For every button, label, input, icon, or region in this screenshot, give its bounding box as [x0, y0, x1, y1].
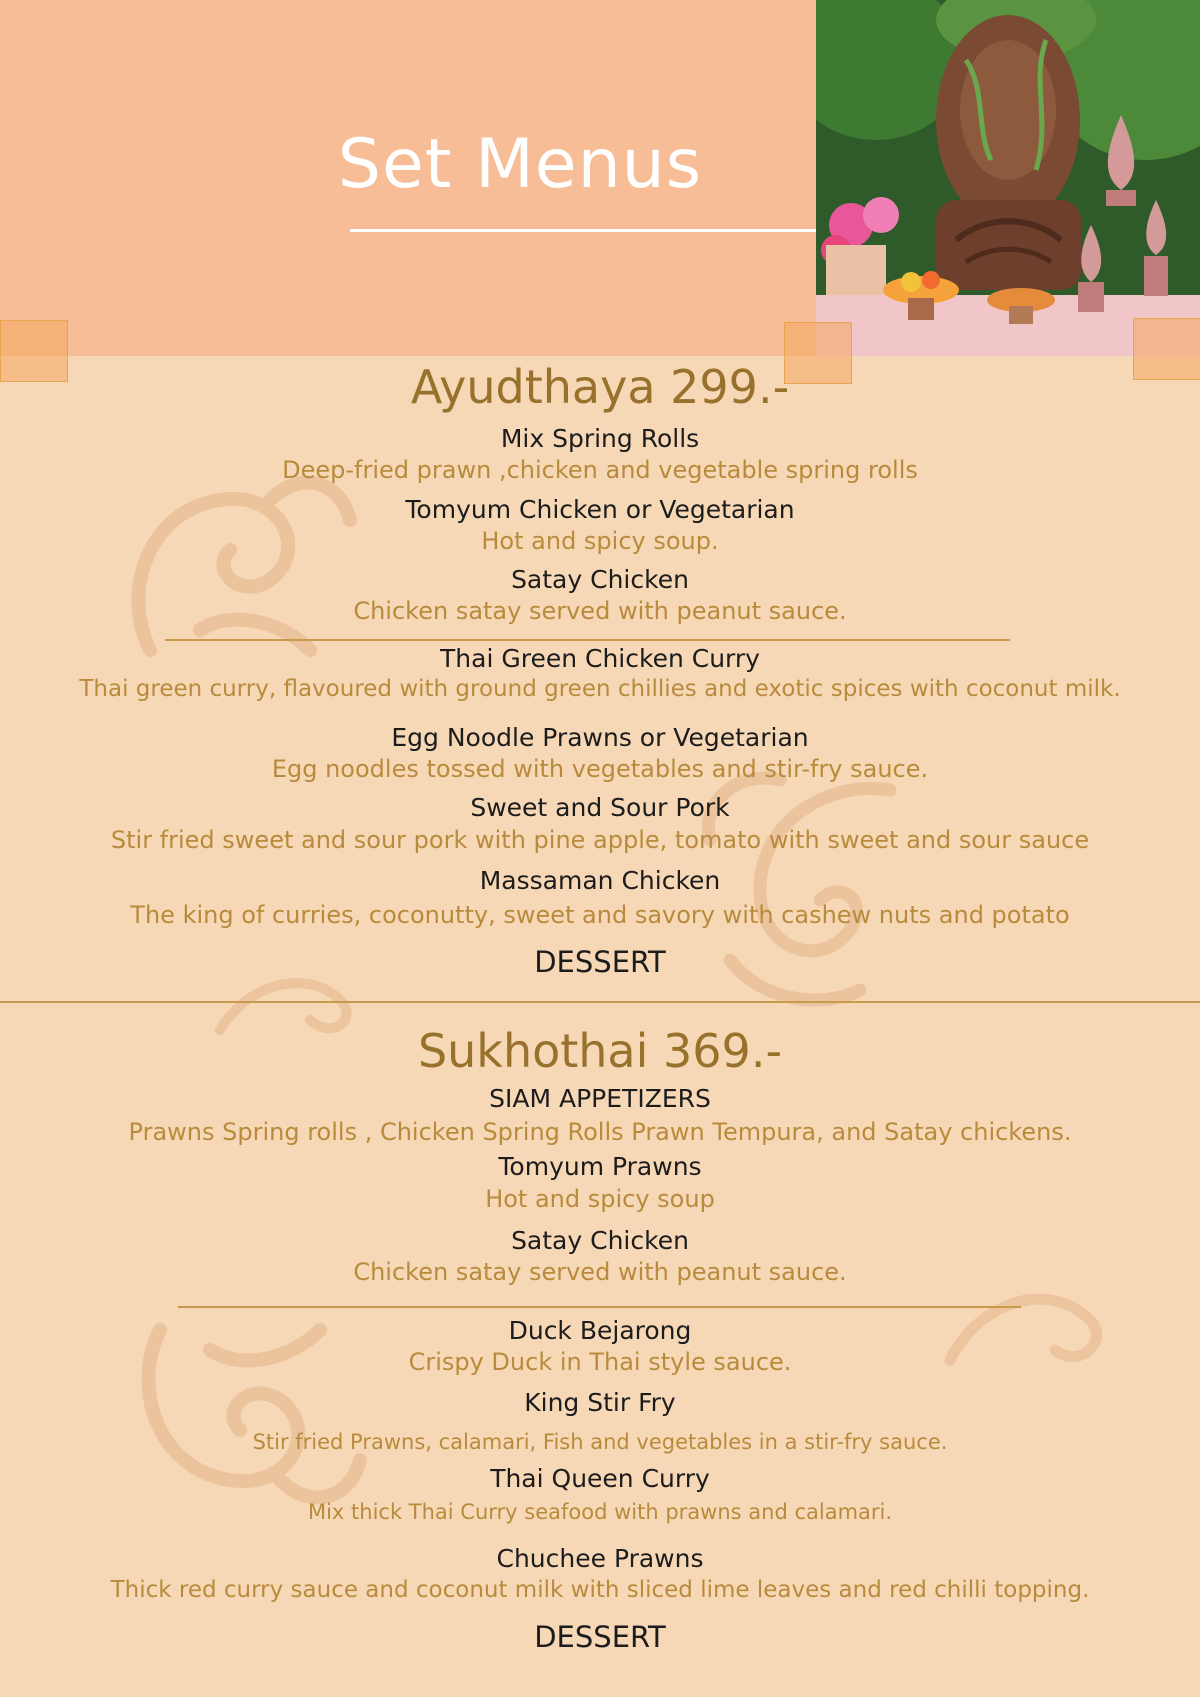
dish-name: Duck Bejarong [508, 1316, 692, 1345]
dish-name: Mix Spring Rolls [500, 424, 700, 453]
dish-description: Hot and spicy soup [485, 1185, 715, 1213]
dish-name: Sweet and Sour Pork [470, 793, 730, 822]
dish-name: Tomyum Chicken or Vegetarian [405, 495, 795, 524]
dish-description: Mix thick Thai Curry seafood with prawns and calamari. [307, 1500, 893, 1524]
set-menu-title: Ayudthaya 299.- [410, 360, 790, 414]
dish-description: Crispy Duck in Thai style sauce. [408, 1348, 792, 1376]
dish-description: Stir fried Prawns, calamari, Fish and vegetables in a stir-fry sauce. [252, 1430, 948, 1454]
dish-description: Egg noodles tossed with vegetables and stir-fry sauce. [271, 755, 929, 783]
dish-name: Thai Queen Curry [490, 1464, 710, 1493]
dish-description: Thick red curry sauce and coconut milk with sliced lime leaves and red chilli topping. [110, 1577, 1090, 1603]
dessert-label: DESSERT [534, 1620, 666, 1654]
header-underline [350, 229, 816, 232]
dish-name: SIAM APPETIZERS [489, 1084, 711, 1113]
dish-name: Satay Chicken [511, 1226, 689, 1255]
dish-description: The king of curries, coconutty, sweet and savory with cashew nuts and potato [130, 901, 1070, 929]
page-title: Set Menus [337, 125, 703, 204]
dish-description: Thai green curry, flavoured with ground green chillies and exotic spices with coconut milk. [79, 676, 1121, 702]
dish-description: Stir fried sweet and sour pork with pine apple, tomato with sweet and sour sauce [110, 826, 1090, 854]
dish-description: Chicken satay served with peanut sauce. [353, 1258, 847, 1286]
dish-description: Deep-fried prawn ,chicken and vegetable spring rolls [282, 456, 918, 484]
set-divider [0, 1001, 1200, 1003]
section-divider [165, 639, 1010, 641]
dessert-label: DESSERT [534, 945, 666, 979]
dish-name: Chuchee Prawns [496, 1544, 704, 1573]
dish-name: Thai Green Chicken Curry [440, 644, 760, 673]
dish-description: Chicken satay served with peanut sauce. [353, 597, 847, 625]
buddha-garden-photo [816, 0, 1200, 356]
dish-name: King Stir Fry [524, 1388, 676, 1417]
set-menu-title: Sukhothai 369.- [417, 1024, 783, 1078]
dish-name: Egg Noodle Prawns or Vegetarian [391, 723, 809, 752]
section-divider [178, 1306, 1021, 1308]
dish-name: Massaman Chicken [479, 866, 721, 895]
dish-name: Tomyum Prawns [498, 1152, 702, 1181]
dish-name: Satay Chicken [511, 565, 689, 594]
dish-description: Hot and spicy soup. [481, 527, 719, 555]
dish-description: Prawns Spring rolls , Chicken Spring Rolls Prawn Tempura, and Satay chickens. [128, 1118, 1072, 1146]
